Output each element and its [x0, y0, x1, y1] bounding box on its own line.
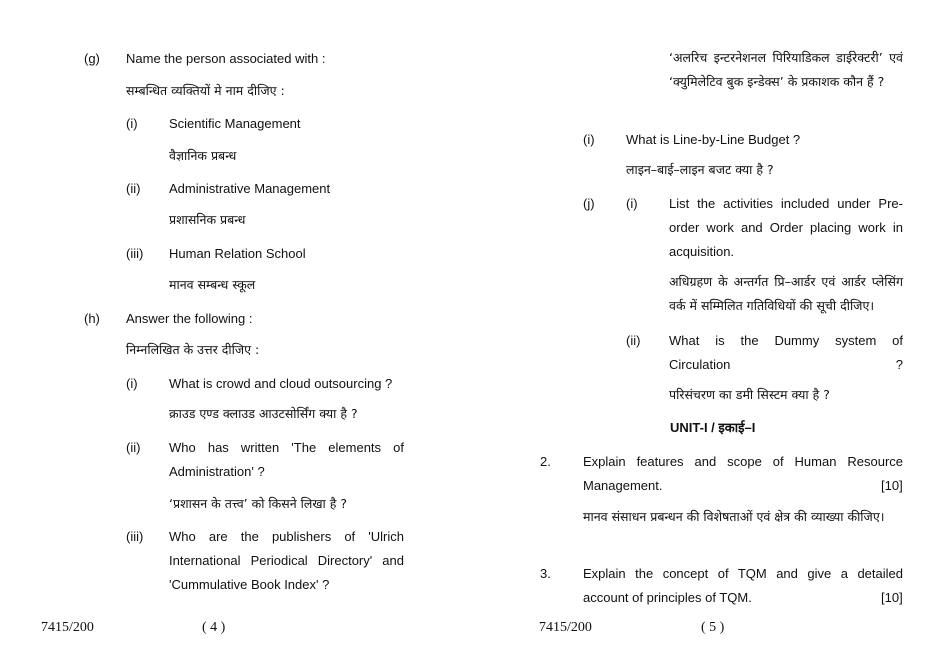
question-g-label: (g) — [84, 51, 100, 66]
j-item-1-en: List the activities included under Pre-order work and Order placing work in acquisition. — [669, 196, 903, 259]
h-item-3-num: (iii) — [126, 529, 144, 544]
h-item-3-hindi-continued: ‘अलरिच इन्टरनेशनल पिरियाडिकल डाईरेक्टरी’ एवं ‘क्युमिलेटिव बुक इन्डेक्स’ के प्रकाशक कौन हैं ? — [669, 50, 903, 89]
j-item-2-en-line — [669, 329, 903, 377]
question-h-text: Answer the following : — [126, 311, 253, 326]
question-2-hi: मानव संसाधन प्रबन्धन की विशेषताओं एवं क्षेत्र की व्याख्या कीजिए। — [583, 509, 885, 524]
question-i-label: (i) — [583, 132, 595, 147]
question-h-label: (h) — [84, 311, 100, 326]
left-footer-code: 7415/200 — [41, 620, 94, 635]
h-item-1-en: What is crowd and cloud outsourcing ? — [169, 376, 393, 391]
g-item-2-num: (ii) — [126, 181, 141, 196]
question-i-hi: लाइन–बाई–लाइन बजट क्या है ? — [626, 162, 774, 177]
j-item-2-hi: परिसंचरण का डमी सिस्टम क्या है ? — [669, 387, 830, 402]
h-item-2-hi: ‘प्रशासन के तत्त्व’ को किसने लिखा है ? — [169, 496, 348, 511]
question-i-en: What is Line-by-Line Budget ? — [626, 132, 801, 147]
g-item-1-hi: वैज्ञानिक प्रबन्ध — [169, 148, 237, 163]
question-3-marks: [10] — [881, 590, 903, 605]
g-item-2-en: Administrative Management — [169, 181, 331, 196]
question-2-en: Explain features and scope of Human Resource Management. — [583, 454, 903, 493]
right-footer-page: ( 5 ) — [701, 620, 725, 635]
j-item-2-en: What is the Dummy system of Circulation ? — [669, 333, 903, 372]
h-item-1-hi: क्राउड एण्ड क्लाउड आउटसोर्सिंग क्या है ? — [169, 406, 358, 421]
g-item-3-num: (iii) — [126, 246, 144, 261]
question-g-text: Name the person associated with : — [126, 51, 326, 66]
question-2-marks: [10] — [881, 478, 903, 493]
g-item-2-hi: प्रशासनिक प्रबन्ध — [169, 212, 246, 227]
h-item-1-num: (i) — [126, 376, 138, 391]
question-j-label: (j) — [583, 196, 595, 211]
g-item-1-num: (i) — [126, 116, 138, 131]
unit-heading: UNIT-I / इकाई–I — [670, 420, 756, 435]
left-footer-page: ( 4 ) — [202, 620, 226, 635]
question-2-num: 2. — [540, 454, 551, 469]
h-item-2-num: (ii) — [126, 440, 141, 455]
question-3-num: 3. — [540, 566, 551, 581]
question-g-hindi: सम्बन्धित व्यक्तियों मे नाम दीजिए : — [126, 83, 285, 98]
j-item-1-num: (i) — [626, 196, 638, 211]
j-item-2-num: (ii) — [626, 333, 641, 348]
question-h-hindi: निम्नलिखित के उत्तर दीजिए : — [126, 342, 260, 357]
g-item-3-en: Human Relation School — [169, 246, 306, 261]
h-item-2-en: Who has written 'The elements of Administration' ? — [169, 440, 404, 479]
g-item-3-hi: मानव सम्बन्ध स्कूल — [169, 277, 256, 292]
j-item-1-hi: अधिग्रहण के अन्तर्गत प्रि–आर्डर एवं आर्डर प्लेसिंग वर्क में सम्मिलित गतिविधियों की सूची दीजिए। — [669, 274, 903, 313]
g-item-1-en: Scientific Management — [169, 116, 301, 131]
h-item-3-en: Who are the publishers of 'Ulrich International Periodical Directory' and 'Cummulative Book Index' ? — [169, 529, 404, 592]
right-footer-code: 7415/200 — [539, 620, 592, 635]
question-3-en: Explain the concept of TQM and give a detailed account of principles of TQM. — [583, 566, 903, 605]
